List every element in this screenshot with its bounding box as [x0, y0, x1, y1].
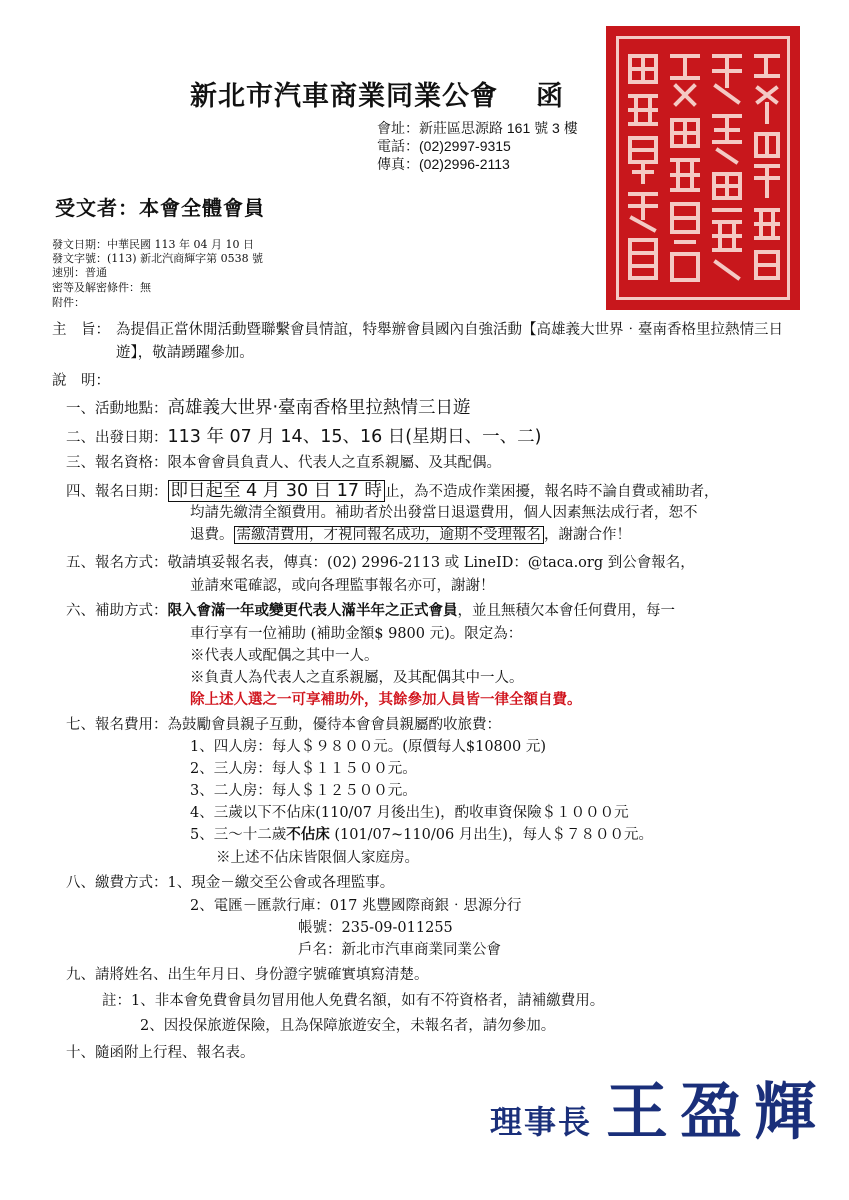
deadline-box: 即日起至 4 月 30 日 17 時: [168, 480, 386, 502]
association-address: 會址：新莊區思源路 161 號 3 樓: [377, 120, 578, 136]
official-seal-stamp: [606, 26, 800, 310]
item-payment: 八、繳費方式：1、現金－繳交至公會或各理監事。: [66, 875, 395, 891]
item-fill-info: 九、請將姓名、出生年月日、身份證字號確實填寫清楚。: [66, 967, 429, 983]
item-registration-method-2: 並請來電確認，或向各理監事報名亦可，謝謝！: [190, 578, 495, 594]
payment-required-box: 需繳清費用，才視同報名成功，逾期不受理報名: [234, 526, 545, 544]
subject-text: 為提倡正當休閒活動暨聯繫會員情誼，特舉辦會員國內自強活動【高雄義大世界‧臺南香格里拉熱情三日遊】，敬請踴躍參加。: [116, 322, 783, 361]
urgency: 速別：普通: [52, 266, 107, 279]
note-2: 2、因投保旅遊保險，且為保障旅遊安全，未報名者，請勿參加。: [140, 1018, 556, 1034]
chairman-signature: [490, 1062, 828, 1151]
item-subsidy-warning: 除上述人選之一可享補助外，其餘參加人員皆一律全額自費。: [190, 691, 582, 708]
seal-glyph-pattern: [606, 26, 800, 310]
note-1: 註：1、非本會免費會員勿冒用他人免費名額，如有不符資格者，請補繳費用。: [102, 993, 605, 1009]
fee-three-person: 2、三人房：每人＄１１５００元。: [190, 761, 417, 777]
issue-date: 發文日期：中華民國 113 年 04 月 10 日: [52, 238, 254, 251]
recipient-line: 受文者：本會全體會員: [55, 196, 265, 220]
payment-account-name: 戶名：新北市汽車商業同業公會: [298, 942, 501, 958]
item-registration-note-1: 均請先繳清全額費用。補助者於出發當日退還費用，個人因素無法成行者，恕不: [190, 505, 698, 521]
association-phone: 電話：(02)2997-9315: [377, 138, 511, 154]
confidentiality: 密等及解密條件：無: [52, 281, 151, 294]
item-registration-note-2: 退費。 需繳清費用，才視同報名成功，逾期不受理報名 ，謝謝合作！: [190, 527, 631, 543]
letter-title: 新北市汽車商業同業公會 函: [190, 81, 564, 112]
item-subsidy-2: 車行享有一位補助 (補助金額$ 9800 元)。限定為：: [190, 626, 523, 642]
fee-four-person: 1、四人房：每人＄９８００元。(原價每人$10800 元): [190, 739, 546, 755]
signature-name: 王盈輝: [606, 1075, 829, 1148]
item-registration-date: 四、報名日期： 即日起至 4 月 30 日 17 時 止，為不造成作業困擾，報名時不論自費或補助者，: [66, 481, 719, 501]
item-location: 一、活動地點：高雄義大世界‧臺南香格里拉熱情三日遊: [66, 398, 471, 418]
item-subsidy: 六、補助方式：限入會滿一年或變更代表人滿半年之正式會員，並且無積欠本會任何費用，每一: [66, 602, 675, 619]
attachments: 附件：: [52, 296, 85, 309]
association-fax: 傳真：(02)2996-2113: [377, 156, 510, 172]
item-attachments: 十、隨函附上行程、報名表。: [66, 1045, 255, 1061]
document-number: 發文字號：(113) 新北汽商輝字第 0538 號: [52, 252, 264, 265]
fee-child: 5、三～十二歲不佔床 (101/07~110/06 月出生)，每人＄７８００元。: [190, 826, 653, 843]
signature-title: 理事長: [490, 1103, 593, 1141]
payment-wire: 2、電匯－匯款行庫：017 兆豐國際商銀‧思源分行: [190, 898, 522, 914]
item-eligibility: 三、報名資格：限本會會員負責人、代表人之直系親屬、及其配偶。: [66, 455, 501, 471]
fee-under-three: 4、三歲以下不佔床(110/07 月後出生)，酌收車資保險＄１０００元: [190, 805, 629, 821]
payment-account: 帳號：235-09-011255: [298, 920, 453, 936]
item-subsidy-3: ※代表人或配偶之其中一人。: [190, 648, 379, 664]
item-fees: 七、報名費用：為鼓勵會員親子互動，優待本會會員親屬酌收旅費：: [66, 717, 501, 733]
item-departure-date: 二、出發日期：113 年 07 月 14、15、16 日(星期日、一、二): [66, 427, 542, 447]
fee-note: ※上述不佔床皆限個人家庭房。: [216, 850, 419, 866]
explanation-label: 說 明：: [52, 373, 110, 389]
item-subsidy-4: ※負責人為代表人之直系親屬，及其配偶其中一人。: [190, 670, 524, 686]
subject-label: 主 旨：: [52, 322, 110, 338]
fee-two-person: 3、二人房：每人＄１２５００元。: [190, 783, 417, 799]
item-registration-method: 五、報名方式：敬請填妥報名表，傳真：(02) 2996-2113 或 LineID：@taca.org 到公會報名，: [66, 555, 695, 571]
